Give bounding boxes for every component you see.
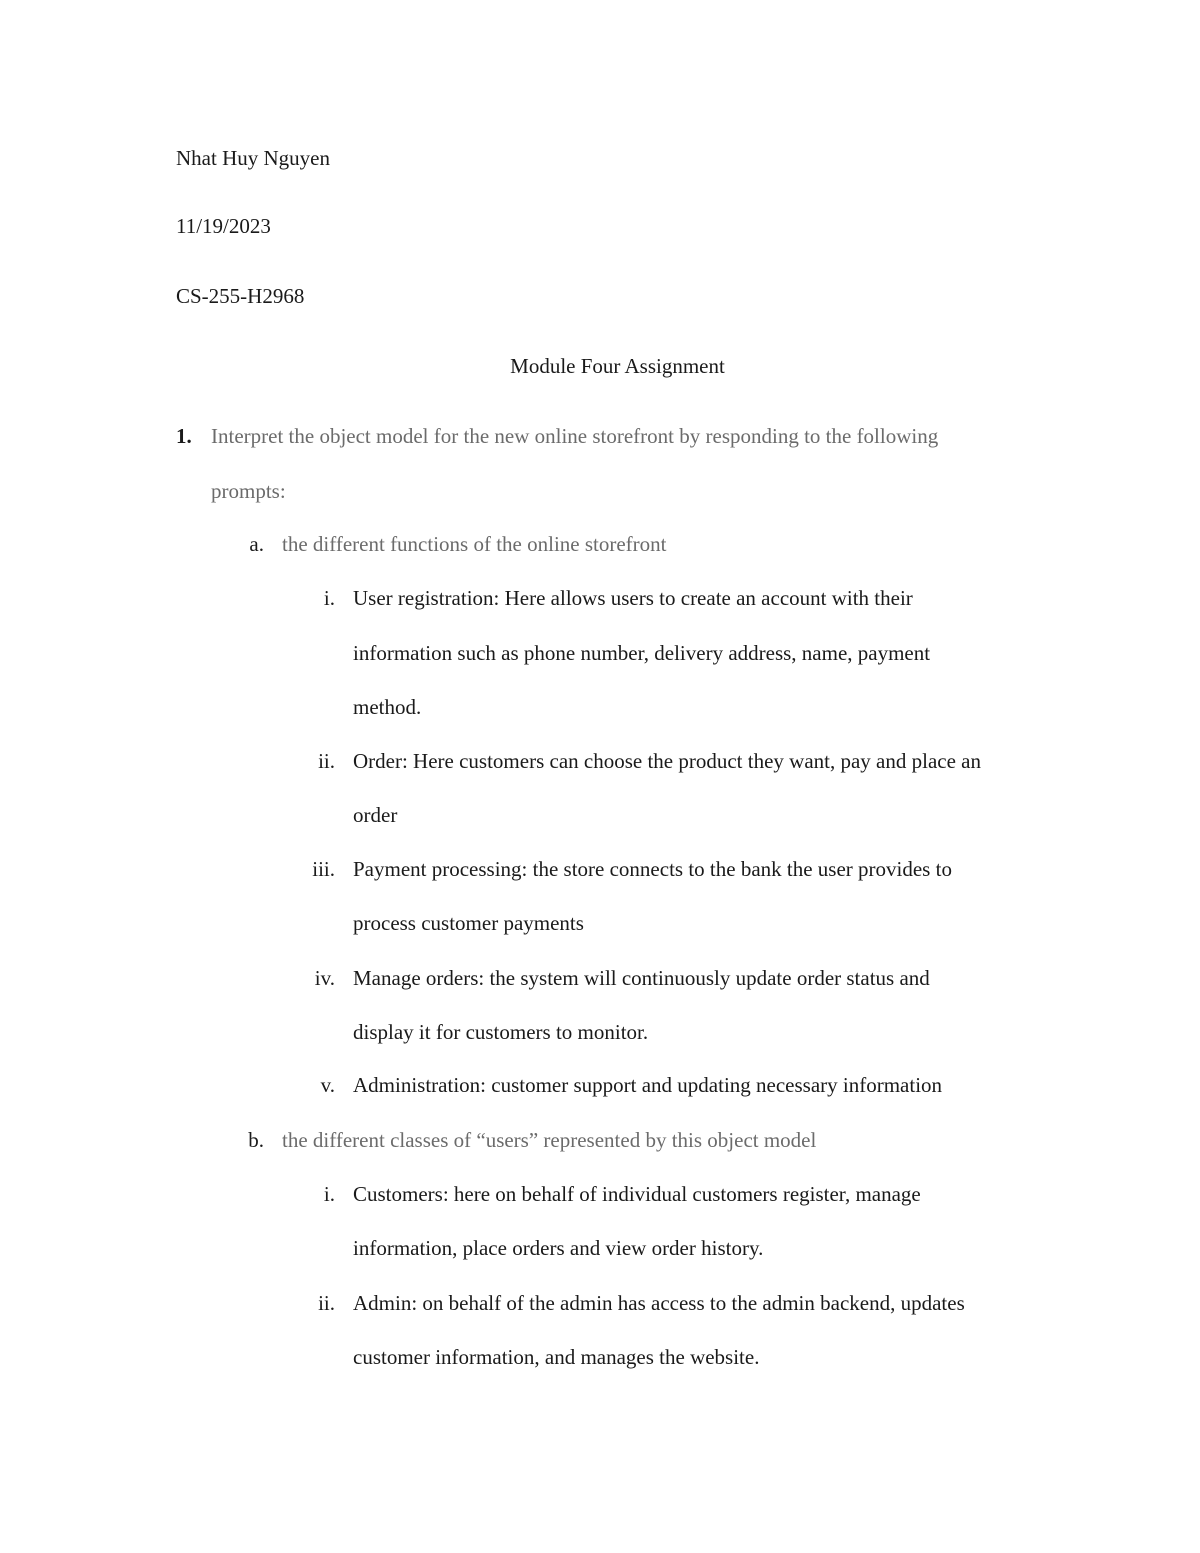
prompt-a-marker: a. (249, 532, 264, 556)
list-item-line: display it for customers to monitor. (353, 1020, 649, 1044)
list-item-marker: i. (323, 586, 335, 610)
list-item-line: Order: Here customers can choose the product they want, pay and place an (353, 749, 982, 773)
list-item-line: Administration: customer support and updating necessary information (353, 1073, 943, 1097)
question-text-line-2: prompts: (211, 479, 286, 503)
list-item-marker: iv. (314, 966, 335, 990)
author-name: Nhat Huy Nguyen (176, 146, 330, 170)
list-item-line: order (353, 803, 398, 827)
course-code: CS-255-H2968 (176, 284, 305, 308)
list-item-line: User registration: Here allows users to create an account with their (353, 586, 913, 610)
question-text-line-1: Interpret the object model for the new online storefront by responding to the following (211, 424, 939, 448)
list-item-marker: ii. (318, 749, 335, 773)
list-item-line: information such as phone number, delivery address, name, payment (353, 641, 931, 665)
submission-date: 11/19/2023 (176, 214, 271, 238)
prompt-b-marker: b. (248, 1128, 264, 1152)
list-item-marker: v. (320, 1073, 335, 1097)
prompt-b-text: the different classes of “users” represented by this object model (282, 1128, 817, 1152)
list-item-line: method. (353, 695, 422, 719)
list-item-line: Admin: on behalf of the admin has access to the admin backend, updates (353, 1291, 965, 1315)
list-item-marker: ii. (318, 1291, 335, 1315)
list-item-line: Manage orders: the system will continuously update order status and (353, 966, 930, 990)
list-item-line: customer information, and manages the website. (353, 1345, 760, 1369)
list-item-line: process customer payments (353, 911, 584, 935)
list-item-line: Customers: here on behalf of individual customers register, manage (353, 1182, 921, 1206)
prompt-a-text: the different functions of the online storefront (282, 532, 667, 556)
list-item-line: Payment processing: the store connects to the bank the user provides to (353, 857, 952, 881)
list-item-marker: iii. (312, 857, 335, 881)
page-title: Module Four Assignment (510, 354, 725, 378)
list-item-marker: i. (323, 1182, 335, 1206)
list-item-line: information, place orders and view order history. (353, 1236, 764, 1260)
question-number: 1. (176, 424, 192, 448)
